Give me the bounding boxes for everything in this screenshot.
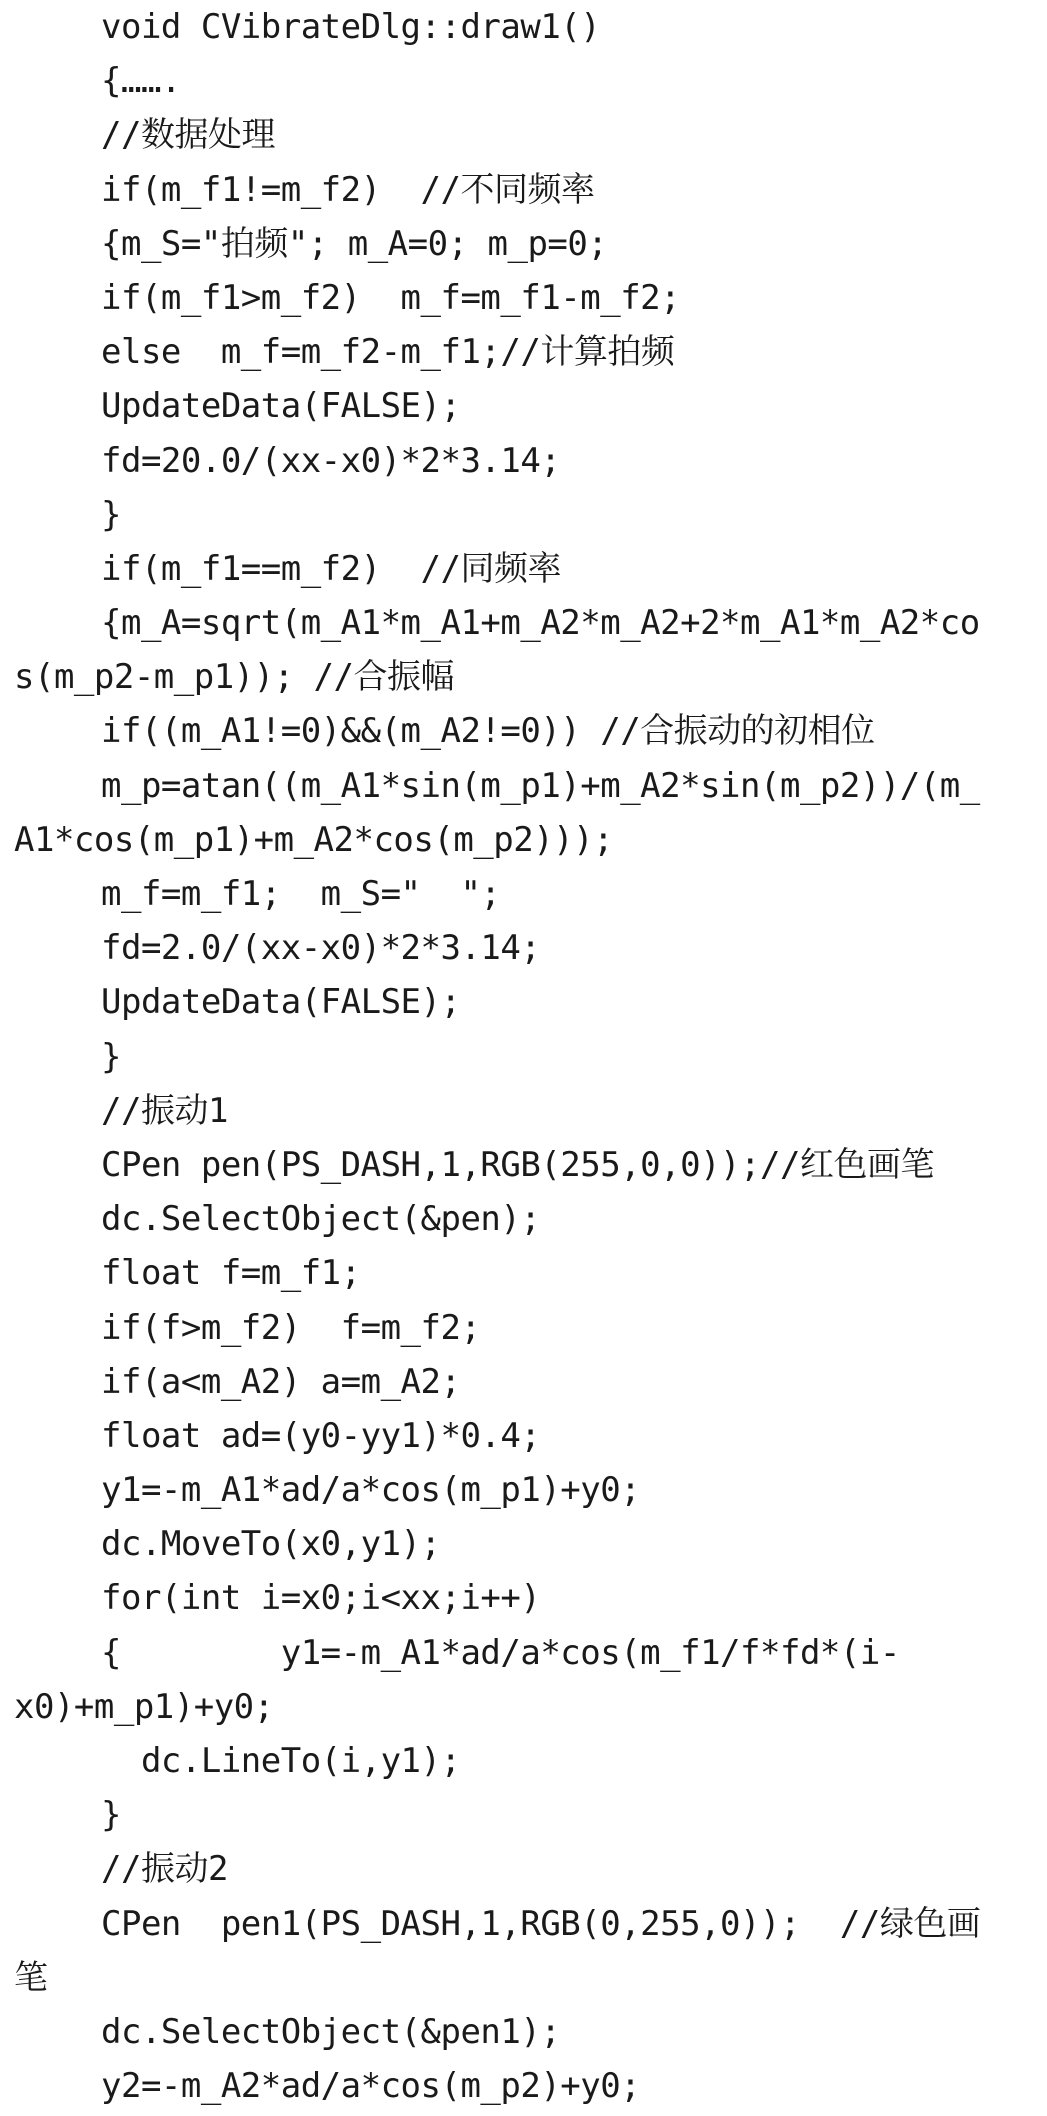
- code-line: dc.LineTo(i,y1);: [101, 1741, 461, 1781]
- code-line: fd=2.0/(xx-x0)*2*3.14;: [101, 928, 541, 969]
- code-line: void CVibrateDlg::draw1(): [101, 7, 601, 47]
- code-line: CPen pen1(PS_DASH,1,RGB(0,255,0)); //绿色画: [101, 1903, 981, 1944]
- code-line: m_p=atan((m_A1*sin(m_p1)+m_A2*sin(m_p2))/(m_: [101, 765, 980, 806]
- code-line: {m_S="拍频"; m_A=0; m_p=0;: [101, 223, 608, 264]
- code-line: s(m_p2-m_p1)); //合振幅: [14, 657, 454, 698]
- code-line: }: [101, 494, 121, 535]
- code-line: UpdateData(FALSE);: [101, 982, 461, 1023]
- code-line: if(m_f1!=m_f2) //不同频率: [101, 169, 595, 210]
- code-line: if(m_f1>m_f2) m_f=m_f1-m_f2;: [101, 277, 681, 318]
- code-line: if(f>m_f2) f=m_f2;: [101, 1307, 481, 1348]
- code-line: y2=-m_A2*ad/a*cos(m_p2)+y0;: [101, 2066, 641, 2107]
- code-line: 笔: [14, 1957, 48, 1998]
- code-line: if(m_f1==m_f2) //同频率: [101, 548, 561, 589]
- code-line: A1*cos(m_p1)+m_A2*cos(m_p2)));: [14, 819, 614, 860]
- code-line: fd=20.0/(xx-x0)*2*3.14;: [101, 440, 561, 481]
- code-line: //振动2: [101, 1849, 228, 1890]
- code-line: float ad=(y0-yy1)*0.4;: [101, 1415, 541, 1456]
- code-line: {…….: [101, 61, 181, 102]
- code-line: if((m_A1!=0)&&(m_A2!=0)) //合振动的初相位: [101, 711, 875, 752]
- code-line: CPen pen(PS_DASH,1,RGB(255,0,0));//红色画笔: [101, 1144, 934, 1185]
- code-line: }: [101, 1795, 121, 1836]
- code-line: m_f=m_f1; m_S=" ";: [101, 874, 501, 914]
- code-line: UpdateData(FALSE);: [101, 386, 461, 427]
- code-line: { y1=-m_A1*ad/a*cos(m_f1/f*fd*(i-: [101, 1632, 900, 1673]
- code-line: float f=m_f1;: [101, 1253, 361, 1294]
- code-line: dc.SelectObject(&pen1);: [101, 2011, 561, 2052]
- code-line: dc.SelectObject(&pen);: [101, 1199, 541, 1240]
- code-line: //振动1: [101, 1090, 228, 1131]
- code-line: }: [101, 1036, 121, 1077]
- code-listing: [14, 0, 1039, 2113]
- code-line: if(a<m_A2) a=m_A2;: [101, 1361, 461, 1402]
- code-line: //数据处理: [101, 115, 275, 156]
- code-line: else m_f=m_f2-m_f1;//计算拍频: [101, 332, 675, 373]
- code-line: {m_A=sqrt(m_A1*m_A1+m_A2*m_A2+2*m_A1*m_A2*co: [101, 603, 980, 644]
- code-line: dc.MoveTo(x0,y1);: [101, 1524, 441, 1565]
- code-line: y1=-m_A1*ad/a*cos(m_p1)+y0;: [101, 1470, 641, 1511]
- code-line: for(int i=x0;i<xx;i++): [101, 1578, 541, 1619]
- code-line: x0)+m_p1)+y0;: [14, 1686, 274, 1727]
